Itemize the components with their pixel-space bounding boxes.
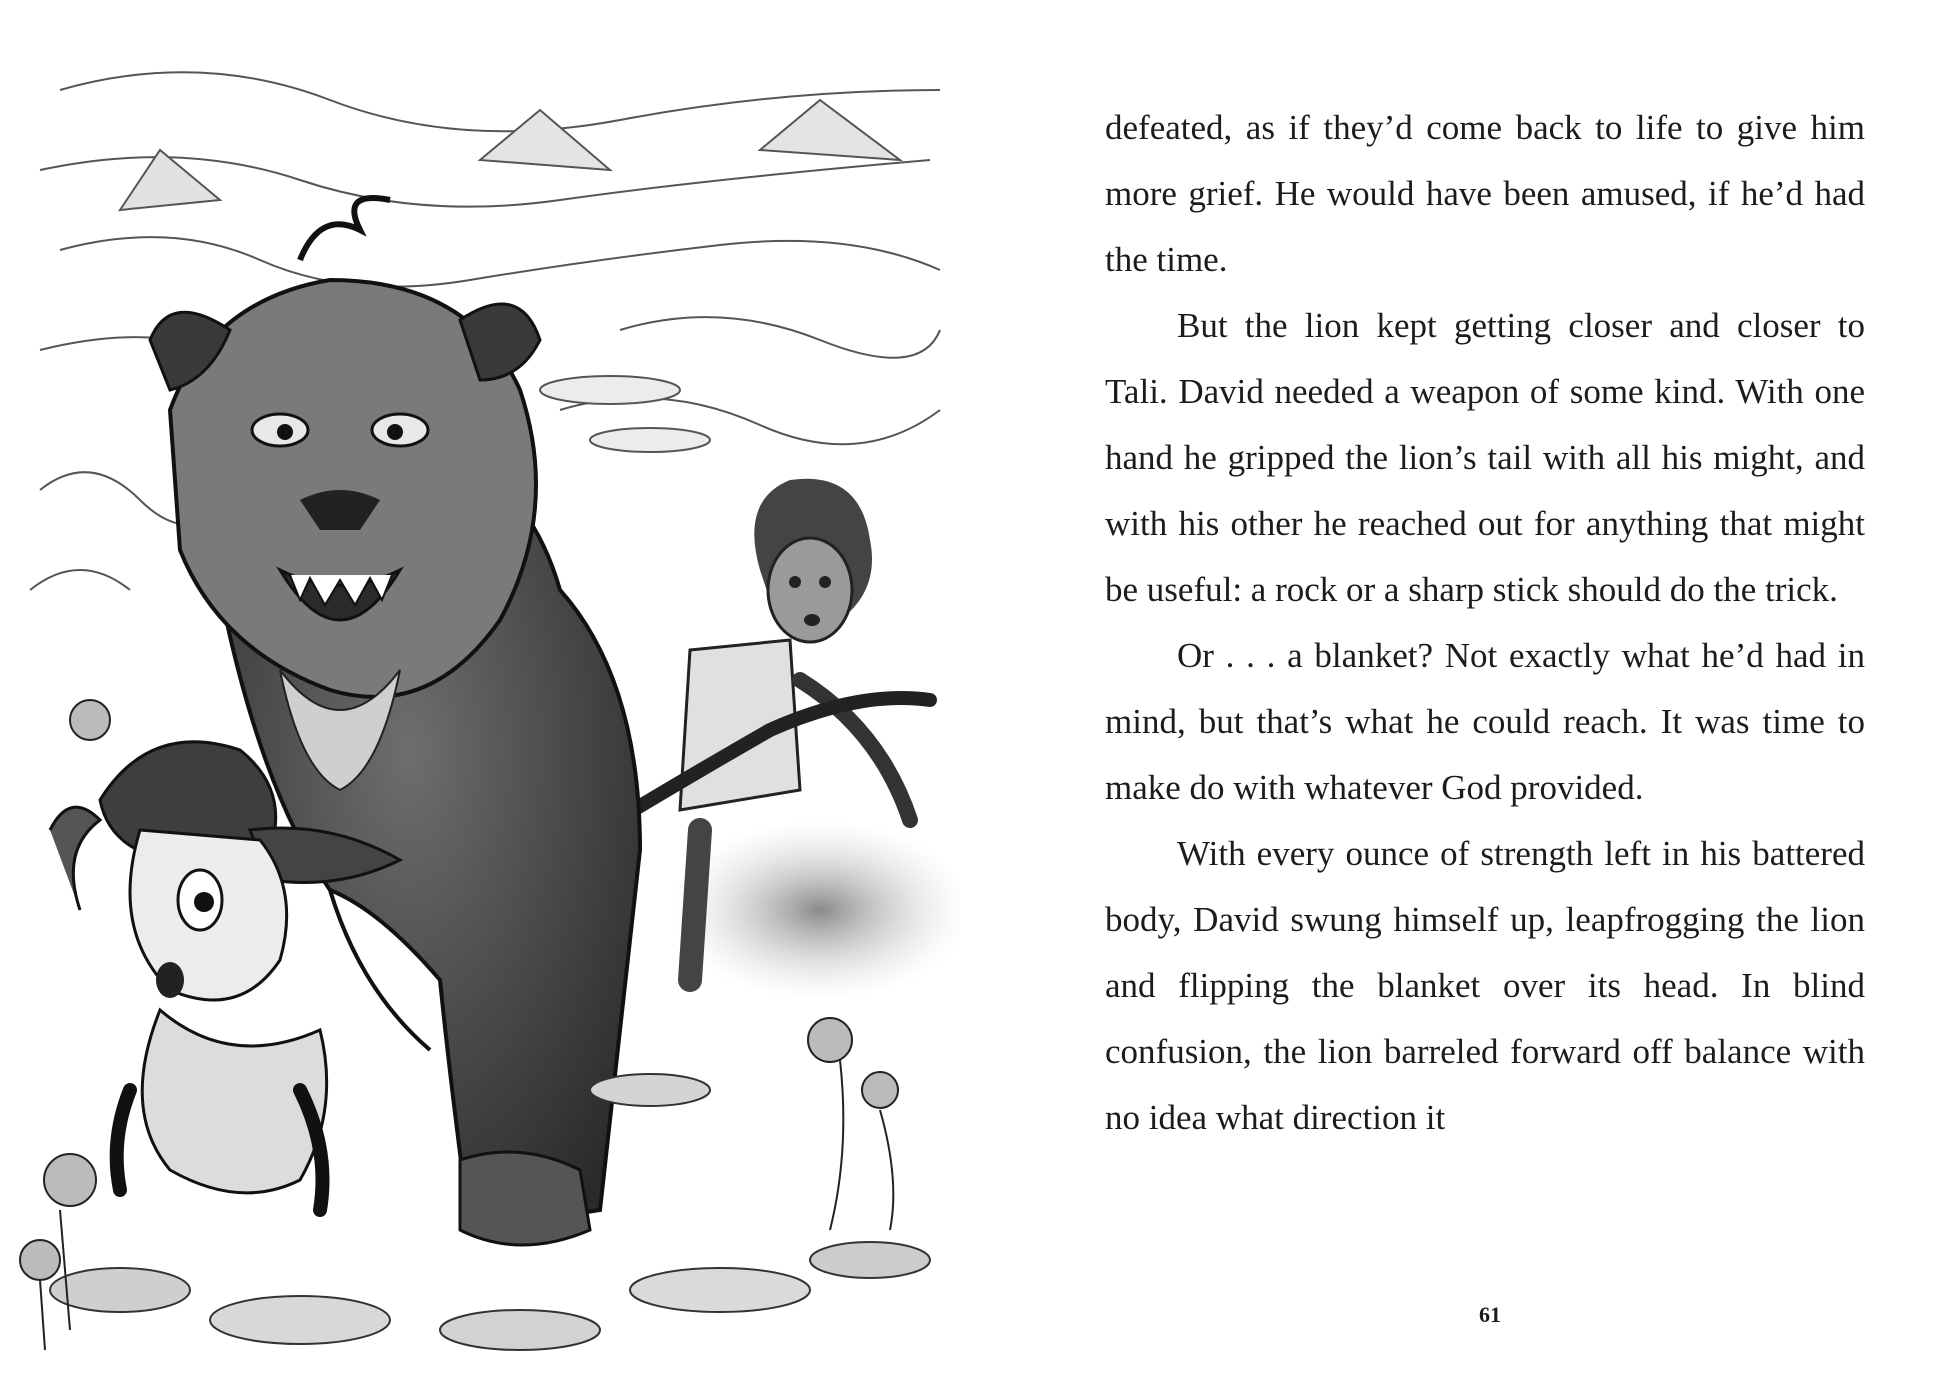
text-page <box>1105 95 1865 1151</box>
paragraph-4: With every ounce of strength left in his battered body, David swung himself up, leapfrogging the lion and flipping the blanket over its head. In blind confusion, the lion barreled forward off balance with no idea what direction it <box>1105 834 1865 1137</box>
illustration-lion-chasing-lamb <box>0 30 960 1370</box>
paragraph-3: Or . . . a blanket? Not exactly what he’d had in mind, but that’s what he could reach. It was time to make do with whatever God provided. <box>1105 636 1865 807</box>
page-number: 61 <box>1479 1302 1501 1327</box>
paragraph-2: But the lion kept getting closer and closer to Tali. David needed a weapon of some kind. With one hand he gripped the lion’s tail with all his might, and with his other he reached out for anything that might be useful: a rock or a sharp stick should do the trick. <box>1105 306 1865 609</box>
paragraph-1: defeated, as if they’d come back to life to give him more grief. He would have been amused, if he’d had the time. <box>1105 108 1865 279</box>
